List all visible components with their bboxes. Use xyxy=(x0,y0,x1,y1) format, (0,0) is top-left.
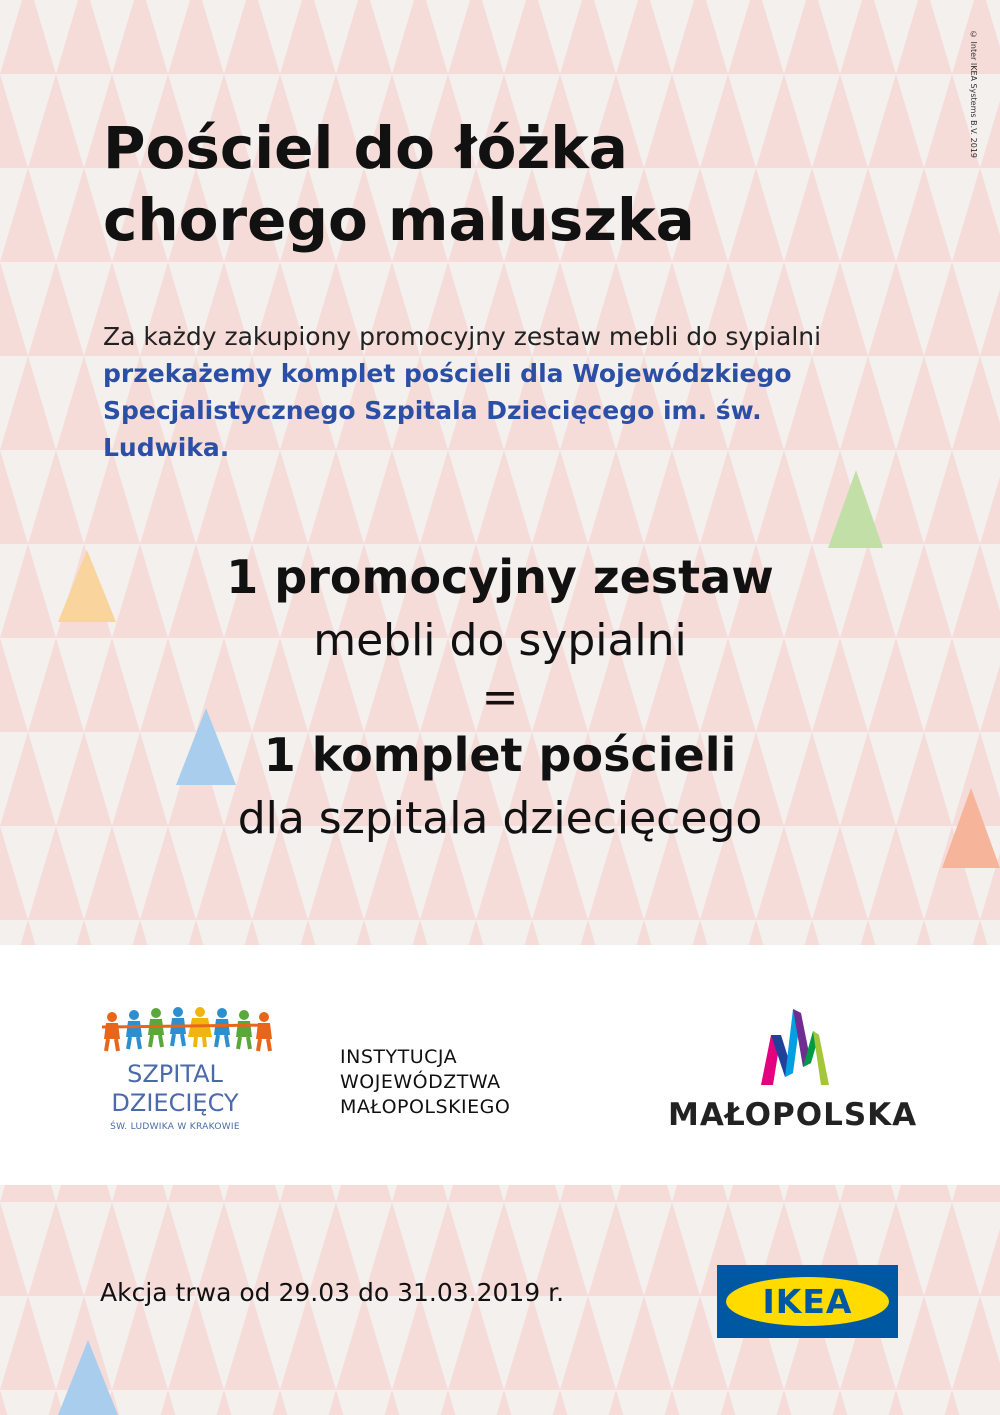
instytucja-line-2: WOJEWÓDZTWA xyxy=(340,1071,501,1093)
campaign-dates: Akcja trwa od 29.03 do 31.03.2019 r. xyxy=(100,1278,565,1307)
title-line-1: Pościel do łóżka xyxy=(103,114,628,182)
malopolska-wordmark: MAŁOPOLSKA xyxy=(668,1097,918,1133)
szpital-logo-line-2: DZIECIĘCY xyxy=(111,1089,239,1117)
title-line-2: chorego maluszka xyxy=(103,186,695,254)
ikea-logo xyxy=(717,1265,898,1338)
partner-logos-band xyxy=(0,945,1000,1185)
registered-mark-icon: ® xyxy=(881,1284,889,1293)
intro-highlight-text: przekażemy komplet pościeli dla Wojewódzkiego Specjalistycznego Szpitala Dziecięcego im. św. Ludwika. xyxy=(103,359,792,462)
children-chain-icon xyxy=(98,1005,273,1055)
szpital-logo-line-3: ŚW. LUDWIKA W KRAKOWIE xyxy=(110,1122,240,1132)
malopolska-logo xyxy=(665,1007,925,1137)
equation-line-3: 1 komplet pościeli xyxy=(263,728,737,782)
equals-sign: = xyxy=(481,672,519,723)
malopolska-m-icon xyxy=(753,1007,843,1087)
instytucja-line-1: INSTYTUCJA xyxy=(340,1046,458,1068)
page-title xyxy=(103,112,923,256)
equation-line-4: dla szpitala dziecięcego xyxy=(237,793,763,844)
instytucja-wojewodztwa-text xyxy=(340,1045,510,1120)
copyright-notice: © Inter IKEA Systems B.V. 2019 xyxy=(969,30,978,158)
instytucja-line-3: MAŁOPOLSKIEGO xyxy=(340,1096,511,1118)
intro-plain-text: Za każdy zakupiony promocyjny zestaw mebli do sypialni xyxy=(103,322,822,351)
szpital-dzieciecy-logo xyxy=(95,1005,285,1145)
equation-line-2: mebli do sypialni xyxy=(313,615,687,666)
szpital-logo-line-1: SZPITAL xyxy=(127,1060,223,1088)
intro-paragraph xyxy=(103,318,863,466)
promo-equation xyxy=(0,545,1000,851)
ikea-wordmark: IKEA xyxy=(762,1282,853,1321)
equation-line-1: 1 promocyjny zestaw xyxy=(226,550,774,604)
